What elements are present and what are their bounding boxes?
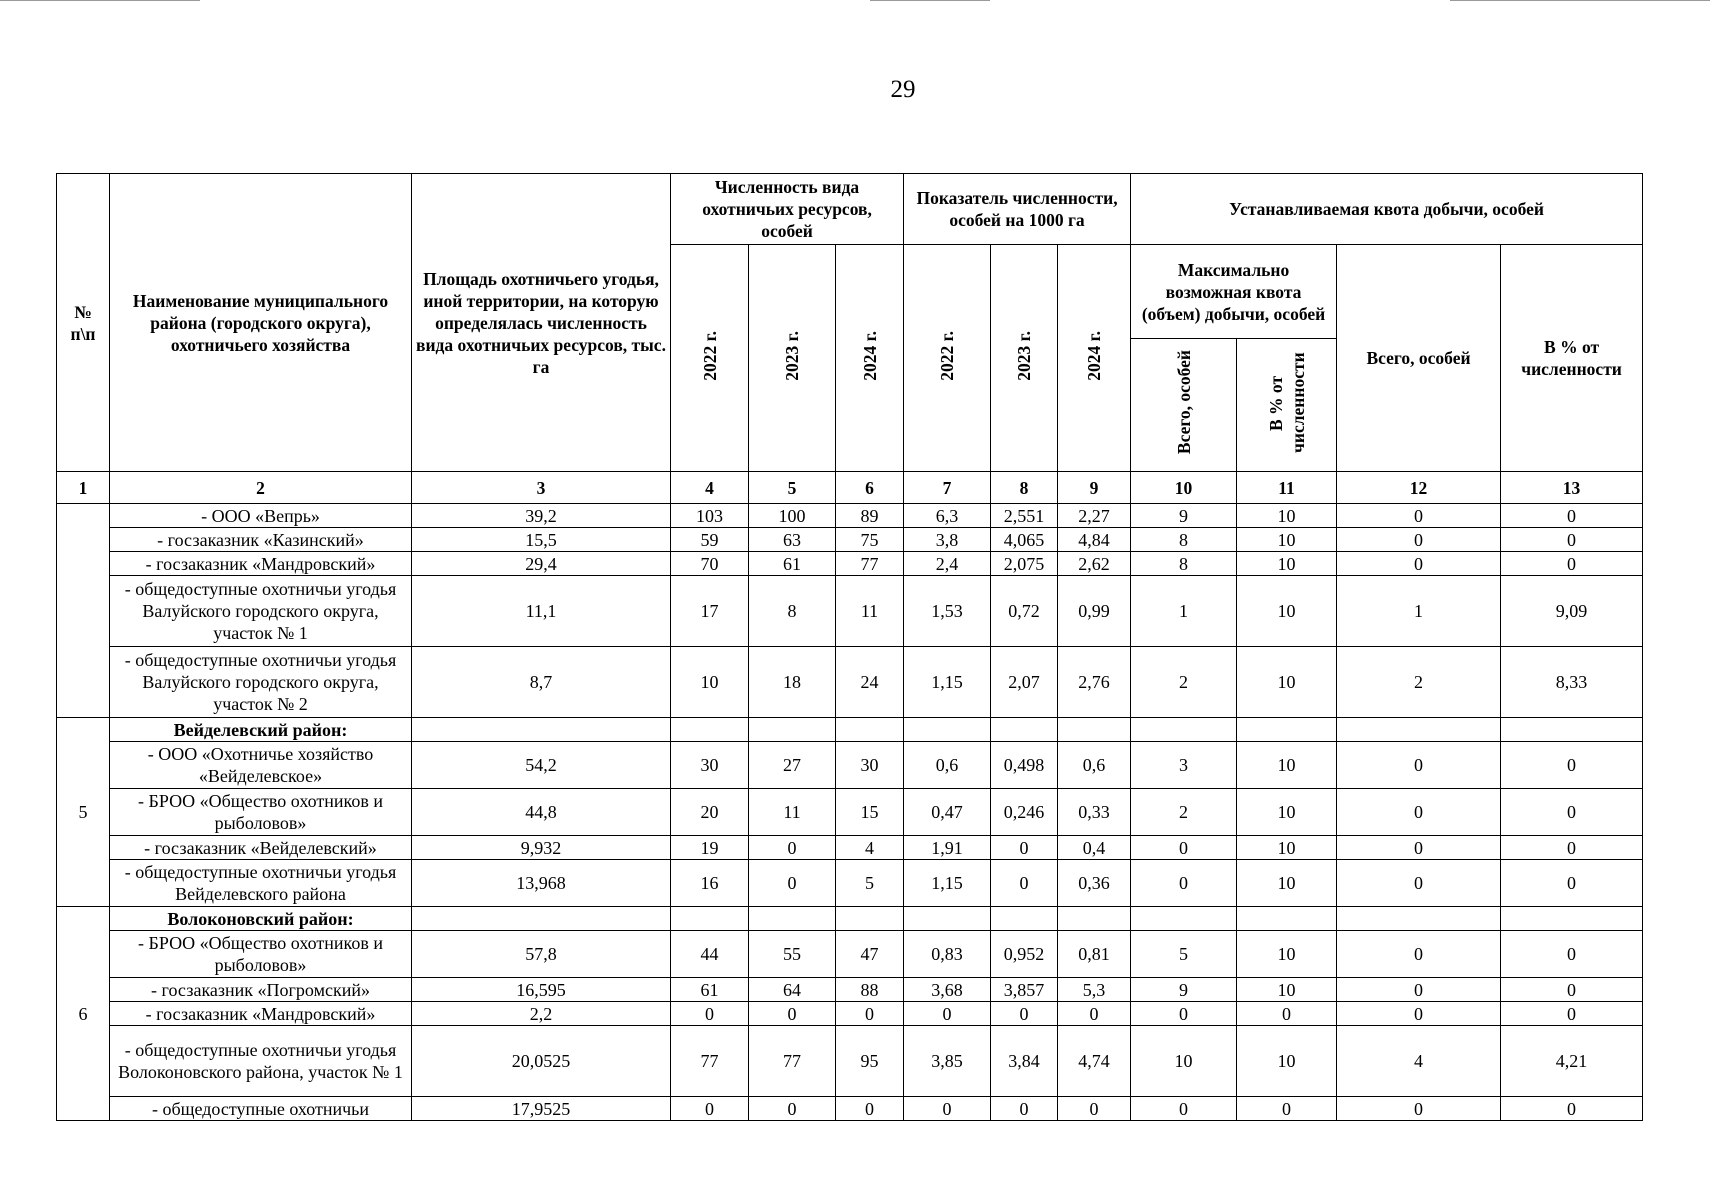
value-cell: 61 [671,978,749,1002]
column-number: 5 [749,472,836,504]
value-cell: 2,07 [991,647,1058,718]
value-cell: 20,0525 [412,1026,671,1097]
value-cell: 77 [671,1026,749,1097]
value-cell: 2 [1131,789,1237,836]
value-cell: 3,84 [991,1026,1058,1097]
value-cell: 0 [1501,1097,1643,1121]
value-cell: 3,68 [904,978,991,1002]
value-cell: 0 [671,1002,749,1026]
value-cell [1237,718,1337,742]
value-cell: 0 [1501,504,1643,528]
value-cell: 2,62 [1058,552,1131,576]
table-row [57,1002,1643,1026]
value-cell: 3,8 [904,528,991,552]
value-cell: 0 [749,836,836,860]
value-cell: 0 [1501,836,1643,860]
value-cell: 8,7 [412,647,671,718]
scan-edge-line [1450,0,1710,1]
district-name-cell: Волоконовский район: [110,907,412,931]
value-cell: 1 [1337,576,1501,647]
value-cell: 0 [991,1097,1058,1121]
value-cell: 0,33 [1058,789,1131,836]
value-cell: 3,857 [991,978,1058,1002]
value-cell: 8 [749,576,836,647]
header-year-label: 2022 г. [937,330,958,381]
value-cell [1131,907,1237,931]
value-cell: 0 [749,1002,836,1026]
value-cell [749,907,836,931]
column-number: 8 [991,472,1058,504]
column-number: 11 [1237,472,1337,504]
value-cell: 16,595 [412,978,671,1002]
value-cell: 2,075 [991,552,1058,576]
value-cell: 0 [1131,860,1237,907]
table-row [57,860,1643,907]
value-cell [991,718,1058,742]
value-cell [991,907,1058,931]
value-cell: 0 [1237,1002,1337,1026]
value-cell [904,718,991,742]
value-cell: 0 [1501,552,1643,576]
value-cell [1337,907,1501,931]
value-cell: 10 [1237,528,1337,552]
value-cell: 0 [1337,836,1501,860]
table-row [57,504,1643,528]
value-cell: 10 [1237,789,1337,836]
value-cell: 0 [671,1097,749,1121]
value-cell: 47 [836,931,904,978]
value-cell: 24 [836,647,904,718]
value-cell: 0 [1337,1002,1501,1026]
scan-edge-line [0,0,200,1]
value-cell: 10 [1237,504,1337,528]
value-cell: 0 [1501,789,1643,836]
header-max-quota-percent [1237,339,1337,472]
column-number: 3 [412,472,671,504]
value-cell [1058,907,1131,931]
page-number: 29 [890,76,916,103]
header-year-label: 2024 г. [859,330,880,381]
value-cell: 0,47 [904,789,991,836]
district-name-cell: Вейделевский район: [110,718,412,742]
table-row [57,978,1643,1002]
value-cell: 4,065 [991,528,1058,552]
scan-edge-line [870,0,990,1]
value-cell [412,907,671,931]
hunting-ground-name-cell: - общедоступные охотничьи угодья Вейделевского района [110,860,412,907]
value-cell [671,907,749,931]
value-cell: 89 [836,504,904,528]
value-cell: 0 [1337,552,1501,576]
value-cell: 0 [1237,1097,1337,1121]
value-cell: 4 [1337,1026,1501,1097]
header-year-label: 2022 г. [699,330,720,381]
value-cell: 1,53 [904,576,991,647]
column-number: 12 [1337,472,1501,504]
header-num: № п\п [57,174,110,472]
value-cell: 0,246 [991,789,1058,836]
value-cell: 4,21 [1501,1026,1643,1097]
value-cell: 0 [1337,742,1501,789]
value-cell: 0 [1131,1002,1237,1026]
hunting-ground-name-cell: - госзаказник «Мандровский» [110,552,412,576]
value-cell: 3,85 [904,1026,991,1097]
value-cell: 0,4 [1058,836,1131,860]
value-cell: 0,6 [1058,742,1131,789]
value-cell: 44 [671,931,749,978]
value-cell: 10 [1237,576,1337,647]
header-count-2023 [749,245,836,472]
table-row [57,931,1643,978]
value-cell [1058,718,1131,742]
value-cell: 88 [836,978,904,1002]
hunting-quota-table [56,173,1643,1121]
hunting-ground-name-cell: - общедоступные охотничьи угодья Волоконовского района, участок № 1 [110,1026,412,1097]
value-cell: 0 [1337,931,1501,978]
value-cell: 100 [749,504,836,528]
header-density-2022 [904,245,991,472]
value-cell: 77 [836,552,904,576]
value-cell: 27 [749,742,836,789]
table-row [57,742,1643,789]
value-cell: 2 [1131,647,1237,718]
table-row [57,576,1643,647]
value-cell: 0 [1337,978,1501,1002]
value-cell: 0 [904,1097,991,1121]
header-count-2024 [836,245,904,472]
column-number: 9 [1058,472,1131,504]
value-cell [671,718,749,742]
value-cell: 75 [836,528,904,552]
value-cell: 55 [749,931,836,978]
header-density-2024 [1058,245,1131,472]
value-cell: 0 [904,1002,991,1026]
value-cell: 103 [671,504,749,528]
header-max-quota-total [1131,339,1237,472]
value-cell: 2 [1337,647,1501,718]
value-cell [836,907,904,931]
header-count-2022 [671,245,749,472]
value-cell: 10 [1237,978,1337,1002]
value-cell: 10 [1237,836,1337,860]
value-cell [749,718,836,742]
header-total: Всего, особей [1337,245,1501,472]
value-cell: 0 [1337,504,1501,528]
value-cell: 9,932 [412,836,671,860]
district-row [57,718,1643,742]
value-cell: 39,2 [412,504,671,528]
value-cell [1501,907,1643,931]
value-cell: 0,952 [991,931,1058,978]
value-cell: 16 [671,860,749,907]
value-cell: 19 [671,836,749,860]
value-cell: 10 [1237,860,1337,907]
header-quota-group: Устанавливаемая квота добычи, особей [1131,174,1643,245]
value-cell [1237,907,1337,931]
value-cell: 1 [1131,576,1237,647]
table-row [57,789,1643,836]
column-number: 4 [671,472,749,504]
value-cell: 70 [671,552,749,576]
hunting-ground-name-cell: - госзаказник «Казинский» [110,528,412,552]
value-cell: 95 [836,1026,904,1097]
value-cell: 4,84 [1058,528,1131,552]
table-row [57,1097,1643,1121]
row-number-cell [57,504,110,718]
value-cell: 0 [991,836,1058,860]
hunting-ground-name-cell: - общедоступные охотничьи угодья Валуйского городского округа, участок № 2 [110,647,412,718]
header-name: Наименование муниципального района (городского округа), охотничьего хозяйства [110,174,412,472]
value-cell: 54,2 [412,742,671,789]
value-cell: 0 [1501,860,1643,907]
district-row [57,907,1643,931]
value-cell: 11 [749,789,836,836]
value-cell: 10 [671,647,749,718]
column-number-row [57,472,1643,504]
value-cell: 59 [671,528,749,552]
value-cell: 0 [991,860,1058,907]
value-cell: 11,1 [412,576,671,647]
value-cell: 0 [1337,528,1501,552]
value-cell: 0 [1131,1097,1237,1121]
value-cell: 9,09 [1501,576,1643,647]
table-body [57,504,1643,1121]
value-cell: 0 [1501,528,1643,552]
column-number: 10 [1131,472,1237,504]
value-cell: 0 [1337,789,1501,836]
hunting-ground-name-cell: - госзаказник «Погромский» [110,978,412,1002]
value-cell: 17,9525 [412,1097,671,1121]
header-vertical-label: Всего, особей [1173,350,1194,455]
hunting-ground-name-cell: - БРОО «Общество охотников и рыболовов» [110,931,412,978]
header-year-label: 2023 г. [782,330,802,381]
value-cell: 0 [1501,978,1643,1002]
value-cell: 64 [749,978,836,1002]
value-cell: 8 [1131,528,1237,552]
value-cell: 44,8 [412,789,671,836]
hunting-ground-name-cell: - общедоступные охотничьи угодья Валуйского городского округа, участок № 1 [110,576,412,647]
hunting-ground-name-cell: - ООО «Вепрь» [110,504,412,528]
hunting-ground-name-cell: - госзаказник «Мандровский» [110,1002,412,1026]
value-cell: 6,3 [904,504,991,528]
header-year-label: 2024 г. [1084,330,1105,381]
value-cell: 0 [1501,1002,1643,1026]
column-number: 2 [110,472,412,504]
table-row [57,1026,1643,1097]
value-cell: 0 [749,860,836,907]
header-year-label: 2023 г. [1014,330,1035,381]
value-cell: 2,27 [1058,504,1131,528]
value-cell: 5 [1131,931,1237,978]
value-cell [904,907,991,931]
value-cell: 0 [1058,1002,1131,1026]
value-cell: 15 [836,789,904,836]
value-cell: 4,74 [1058,1026,1131,1097]
value-cell: 63 [749,528,836,552]
table-row [57,528,1643,552]
value-cell: 57,8 [412,931,671,978]
column-number: 7 [904,472,991,504]
value-cell: 4 [836,836,904,860]
value-cell: 10 [1237,647,1337,718]
row-number-cell: 6 [57,907,110,1121]
value-cell: 3 [1131,742,1237,789]
value-cell: 9 [1131,978,1237,1002]
value-cell: 2,76 [1058,647,1131,718]
header-vertical-label: В % от численности [1265,352,1308,453]
value-cell [412,718,671,742]
row-number-cell: 5 [57,718,110,907]
value-cell: 8,33 [1501,647,1643,718]
value-cell: 1,15 [904,647,991,718]
value-cell: 2,551 [991,504,1058,528]
header-max-quota: Максимально возможная квота (объем) добычи, особей [1131,245,1337,339]
value-cell: 0,99 [1058,576,1131,647]
column-number: 1 [57,472,110,504]
value-cell: 0 [749,1097,836,1121]
value-cell: 0 [836,1097,904,1121]
value-cell [1337,718,1501,742]
value-cell: 11 [836,576,904,647]
hunting-ground-name-cell: - общедоступные охотничьи [110,1097,412,1121]
value-cell: 10 [1131,1026,1237,1097]
value-cell: 0,6 [904,742,991,789]
value-cell: 0 [1501,931,1643,978]
value-cell: 29,4 [412,552,671,576]
value-cell: 30 [671,742,749,789]
value-cell: 0 [1501,742,1643,789]
header-percent: В % от численности [1501,245,1643,472]
value-cell: 9 [1131,504,1237,528]
value-cell: 8 [1131,552,1237,576]
value-cell: 17 [671,576,749,647]
column-number: 13 [1501,472,1643,504]
value-cell: 2,2 [412,1002,671,1026]
value-cell: 20 [671,789,749,836]
value-cell: 0 [991,1002,1058,1026]
hunting-ground-name-cell: - госзаказник «Вейделевский» [110,836,412,860]
value-cell: 10 [1237,742,1337,789]
value-cell: 5 [836,860,904,907]
value-cell: 61 [749,552,836,576]
table-row [57,647,1643,718]
value-cell: 0 [836,1002,904,1026]
value-cell: 10 [1237,931,1337,978]
value-cell: 0 [1337,1097,1501,1121]
value-cell: 30 [836,742,904,789]
value-cell [1501,718,1643,742]
value-cell: 1,15 [904,860,991,907]
column-number: 6 [836,472,904,504]
value-cell: 0 [1131,836,1237,860]
value-cell: 0,498 [991,742,1058,789]
value-cell: 0 [1058,1097,1131,1121]
value-cell: 18 [749,647,836,718]
value-cell: 2,4 [904,552,991,576]
table-row [57,552,1643,576]
value-cell: 0,83 [904,931,991,978]
value-cell [1131,718,1237,742]
value-cell [836,718,904,742]
value-cell: 10 [1237,1026,1337,1097]
value-cell: 1,91 [904,836,991,860]
hunting-ground-name-cell: - ООО «Охотничье хозяйство «Вейделевское» [110,742,412,789]
value-cell: 77 [749,1026,836,1097]
value-cell: 0,72 [991,576,1058,647]
header-density-2023 [991,245,1058,472]
value-cell: 10 [1237,552,1337,576]
value-cell: 0,36 [1058,860,1131,907]
value-cell: 0,81 [1058,931,1131,978]
table-header [57,174,1643,504]
value-cell: 0 [1337,860,1501,907]
table-row [57,836,1643,860]
header-density-group: Показатель численности, особей на 1000 га [904,174,1131,245]
header-area: Площадь охотничьего угодья, иной территории, на которую определялась численность вида охотничьих ресурсов, тыс. га [412,174,671,472]
value-cell: 5,3 [1058,978,1131,1002]
header-count-group: Численность вида охотничьих ресурсов, особей [671,174,904,245]
value-cell: 13,968 [412,860,671,907]
hunting-ground-name-cell: - БРОО «Общество охотников и рыболовов» [110,789,412,836]
value-cell: 15,5 [412,528,671,552]
